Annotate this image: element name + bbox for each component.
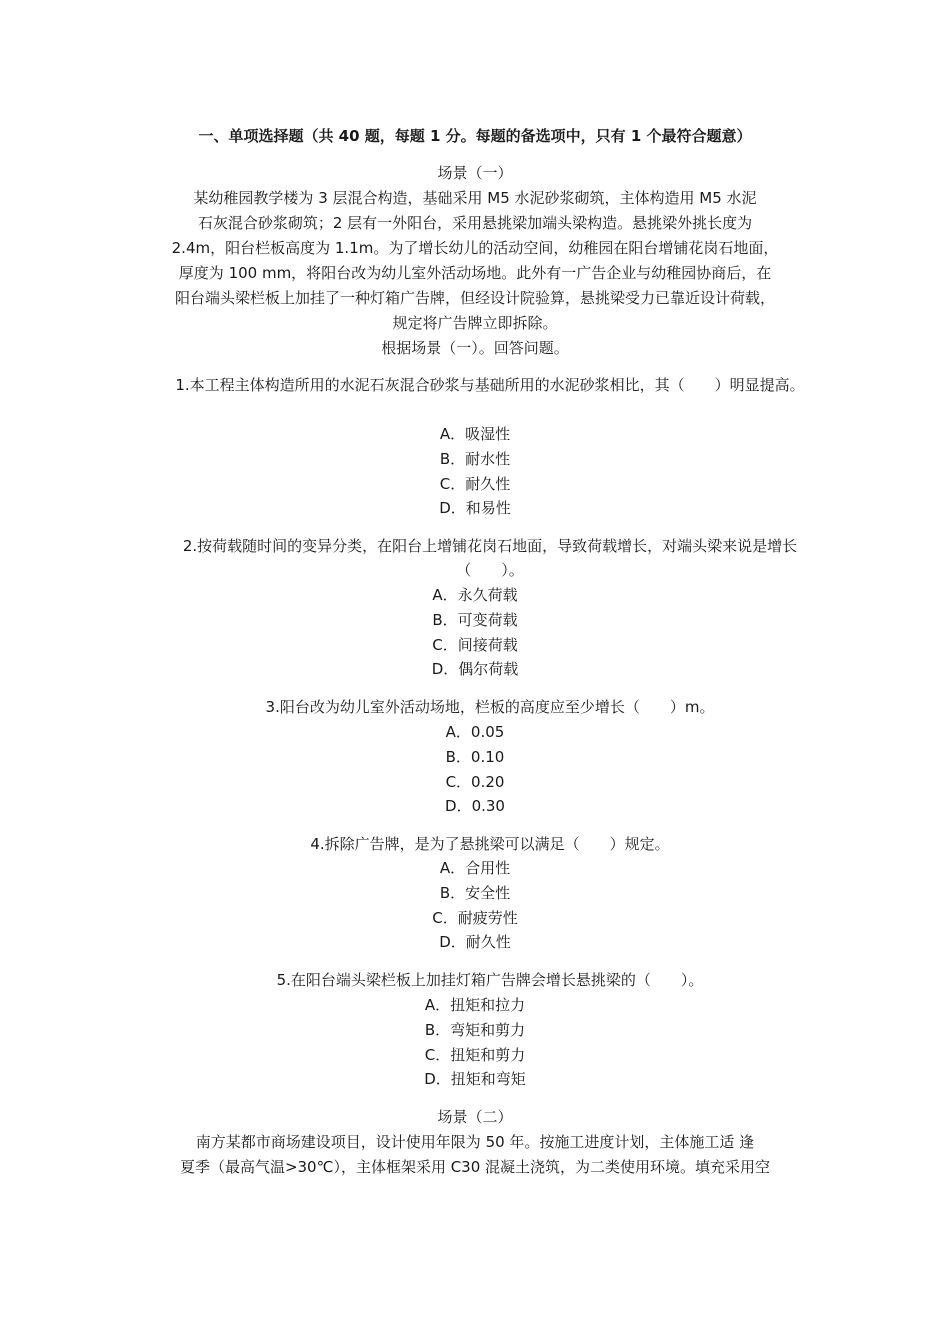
scenario-2-text-line: 夏季（最高气温>30℃），主体框架采用 C30 混凝土浇筑，为二类使用环境。填充采用空 <box>179 1158 771 1176</box>
scenario-1-text-line: 2.4m，阳台栏板高度为 1.1m。为了增长幼儿的活动空间，幼稚园在阳台增铺花岗石地面， <box>171 239 779 257</box>
scenario-1-text-line: 厚度为 100 mm，将阳台改为幼儿室外活动场地。此外有一广告企业与幼稚园协商后，在 <box>178 264 772 282</box>
scenario-1-prompt: 根据场景（一）。回答问题。 <box>381 339 569 357</box>
option-d: D．0.30 <box>445 797 505 816</box>
option-a: A．永久荷载 <box>432 586 518 604</box>
question-2-options <box>0 583 950 682</box>
option-d: D．偶尔荷载 <box>431 660 519 679</box>
scenario-1-text-line: 规定将广告牌立即拆除。 <box>392 314 558 332</box>
option-b: B．可变荷载 <box>432 610 518 629</box>
section-heading: 一、单项选择题（共 40 题，每题 1 分。每题的备选项中，只有 1 个最符合题意） <box>198 127 752 145</box>
scenario-1-text-line: 某幼稚园教学楼为 3 层混合构造，基础采用 M5 水泥砂浆砌筑，主体构造用 M5 水泥 <box>193 189 757 207</box>
scenario-1-text-line: 石灰混合砂浆砌筑；2 层有一外阳台，采用悬挑梁加端头梁构造。悬挑梁外挑长度为 <box>197 214 753 232</box>
scenario-2-title: 场景（二） <box>437 1108 513 1126</box>
scenario-1-text-line: 阳台端头梁栏板上加挂了一种灯箱广告牌，但经设计院验算，悬挑梁受力已靠近设计荷载， <box>174 289 775 307</box>
option-a: A．0.05 <box>445 723 505 741</box>
question-5-options <box>0 993 950 1092</box>
question-1-options <box>0 422 950 521</box>
option-a: A．吸湿性 <box>439 425 511 443</box>
option-c: C．耐疲劳性 <box>432 908 518 927</box>
option-d: D．耐久性 <box>439 933 511 952</box>
question-5-stem: 5.在阳台端头梁栏板上加挂灯箱广告牌会增长悬挑梁的（ ）。 <box>276 971 704 989</box>
question-2-stem: 2.按荷载随时间的变异分类，在阳台上增铺花岗石地面，导致荷载增长，对端头梁来说是增长（ ）。 <box>182 537 798 579</box>
option-c: C．间接荷载 <box>432 635 518 654</box>
question-3-options <box>0 720 950 819</box>
option-d: D．扭矩和弯矩 <box>424 1070 526 1089</box>
option-a: A．扭矩和拉力 <box>424 996 526 1014</box>
question-3-stem: 3.阳台改为幼儿室外活动场地，栏板的高度应至少增长（ ）m。 <box>265 698 715 716</box>
scenario-1-title: 场景（一） <box>437 164 513 182</box>
question-1-stem: 1.本工程主体构造所用的水泥石灰混合砂浆与基础所用的水泥砂浆相比，其（ ）明显提高。 <box>175 376 805 394</box>
option-c: C．耐久性 <box>439 474 511 493</box>
scenario-2-text-line: 南方某都市商场建设项目，设计使用年限为 50 年。按施工进度计划，主体施工适 逢 <box>195 1133 755 1151</box>
option-c: C．0.20 <box>445 772 505 791</box>
option-b: B．弯矩和剪力 <box>424 1020 526 1039</box>
option-b: B．安全性 <box>439 883 511 902</box>
option-b: B．耐水性 <box>439 449 511 468</box>
option-d: D．和易性 <box>439 499 511 518</box>
option-b: B．0.10 <box>445 747 505 766</box>
question-4-options <box>0 856 950 955</box>
option-c: C．扭矩和剪力 <box>424 1045 526 1064</box>
option-a: A．合用性 <box>439 859 511 877</box>
question-4-stem: 4.拆除广告牌，是为了悬挑梁可以满足（ ）规定。 <box>310 835 670 853</box>
